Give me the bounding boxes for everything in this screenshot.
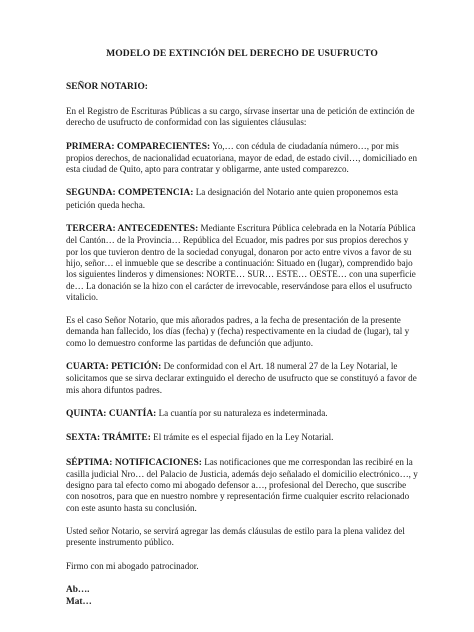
clause-primera — [66, 141, 418, 176]
clause-text: La designación del Notario ante quien proponemos esta petición queda hecha. — [66, 187, 399, 210]
clause-heading: PRIMERA: COMPARECIENTES: — [66, 141, 211, 152]
clause-quinta — [66, 408, 418, 420]
clause-heading: QUINTA: CUANTÍA: — [66, 408, 157, 419]
clause-septima — [66, 457, 418, 514]
paragraph-text: Firmo con mi abogado patrocinador. — [66, 560, 199, 571]
document-title: MODELO DE EXTINCIÓN DEL DERECHO DE USUFRUCTO — [106, 48, 378, 59]
clause-heading: SEGUNDA: COMPETENCIA: — [66, 188, 194, 199]
clause-text: Yo,… con cédula de ciudadanía número…, por mis propios derechos, de nacionalidad ecuatoriana, mayor de edad, de estado civil…, domiciliado en esta ciudad de Quito, apto para contratar y obligarme, ante usted comparezco. — [66, 140, 417, 175]
clause-cuarta — [66, 361, 418, 396]
paragraph-firma — [66, 561, 418, 572]
clause-segunda — [66, 187, 418, 211]
paragraph-fallecimiento — [66, 315, 418, 349]
clause-text: El trámite es el especial fijado en la Ley Notarial. — [150, 432, 334, 443]
clause-tercera — [66, 223, 418, 303]
clause-sexta — [66, 432, 418, 444]
addressee: SEÑOR NOTARIO: — [66, 82, 148, 92]
signature-block — [66, 584, 418, 608]
clause-text: Las notificaciones que me correspondan las recibiré en la casilla judicial Nro… del Palacio de Justicia, además dejo señalado el domicilio electrónico…, y designo para tal efecto como mi abogado defensor a…, profesional del Derecho, que suscribe con nosotros, para que en nuestro nombre y representación firme cualquier escrito relacionado con este asunto hasta su conclusión. — [66, 456, 418, 513]
clause-heading: SÉPTIMA: NOTIFICACIONES: — [66, 457, 202, 468]
clause-text: Mediante Escritura Pública celebrada en la Notaría Pública del Cantón… de la Provincia… República del Ecuador, mis padres por sus propios derechos y por los que tuvieron dentro de la sociedad conyugal, donaron por acto entre vivos a favor de su hijo, señor… el inmueble que se describe a continuación: Situado en (lugar), comprendido bajo los siguientes linderos y dimensiones: NORTE… SUR… ESTE… OESTE… con una superficie de… La donación se la hizo con el carácter de irrevocable, reservándose para ellos el usufructo vitalicio. — [66, 223, 416, 302]
clause-heading: TERCERA: ANTECEDENTES: — [66, 224, 199, 235]
paragraph-clausulas-estilo — [66, 526, 418, 549]
clause-text: La cuantía por su naturaleza es indeterminada. — [156, 407, 328, 418]
paragraph-text: Usted señor Notario, se servirá agregar las demás cláusulas de estilo para la plena validez del presente instrumento público. — [66, 526, 405, 548]
signature-matricula: Mat… — [66, 596, 92, 607]
signature-abogado: Ab…. — [66, 584, 90, 595]
paragraph-text: Es el caso Señor Notario, que mis añorados padres, a la fecha de presentación de la presente demanda han fallecido, los días (fecha) y (fecha) respectivamente en la ciudad de (lugar), tal y como lo demuestro conforme las partidas de defunción que adjunto. — [66, 315, 410, 348]
intro-paragraph: En el Registro de Escrituras Públicas a su cargo, sírvase insertar una de petición de extinción de derecho de usufructo de conformidad con las siguientes cláusulas: — [66, 106, 415, 128]
clause-heading: CUARTA: PETICIÓN: — [66, 362, 162, 373]
clause-heading: SEXTA: TRÁMITE: — [66, 433, 151, 444]
document-page — [66, 48, 418, 608]
clause-text: De conformidad con el Art. 18 numeral 27 de la Ley Notarial, le solicitamos que se sirva declarar extinguido el derecho de usufructo que se constituyó a favor de mis ahora difuntos padres. — [66, 361, 417, 395]
